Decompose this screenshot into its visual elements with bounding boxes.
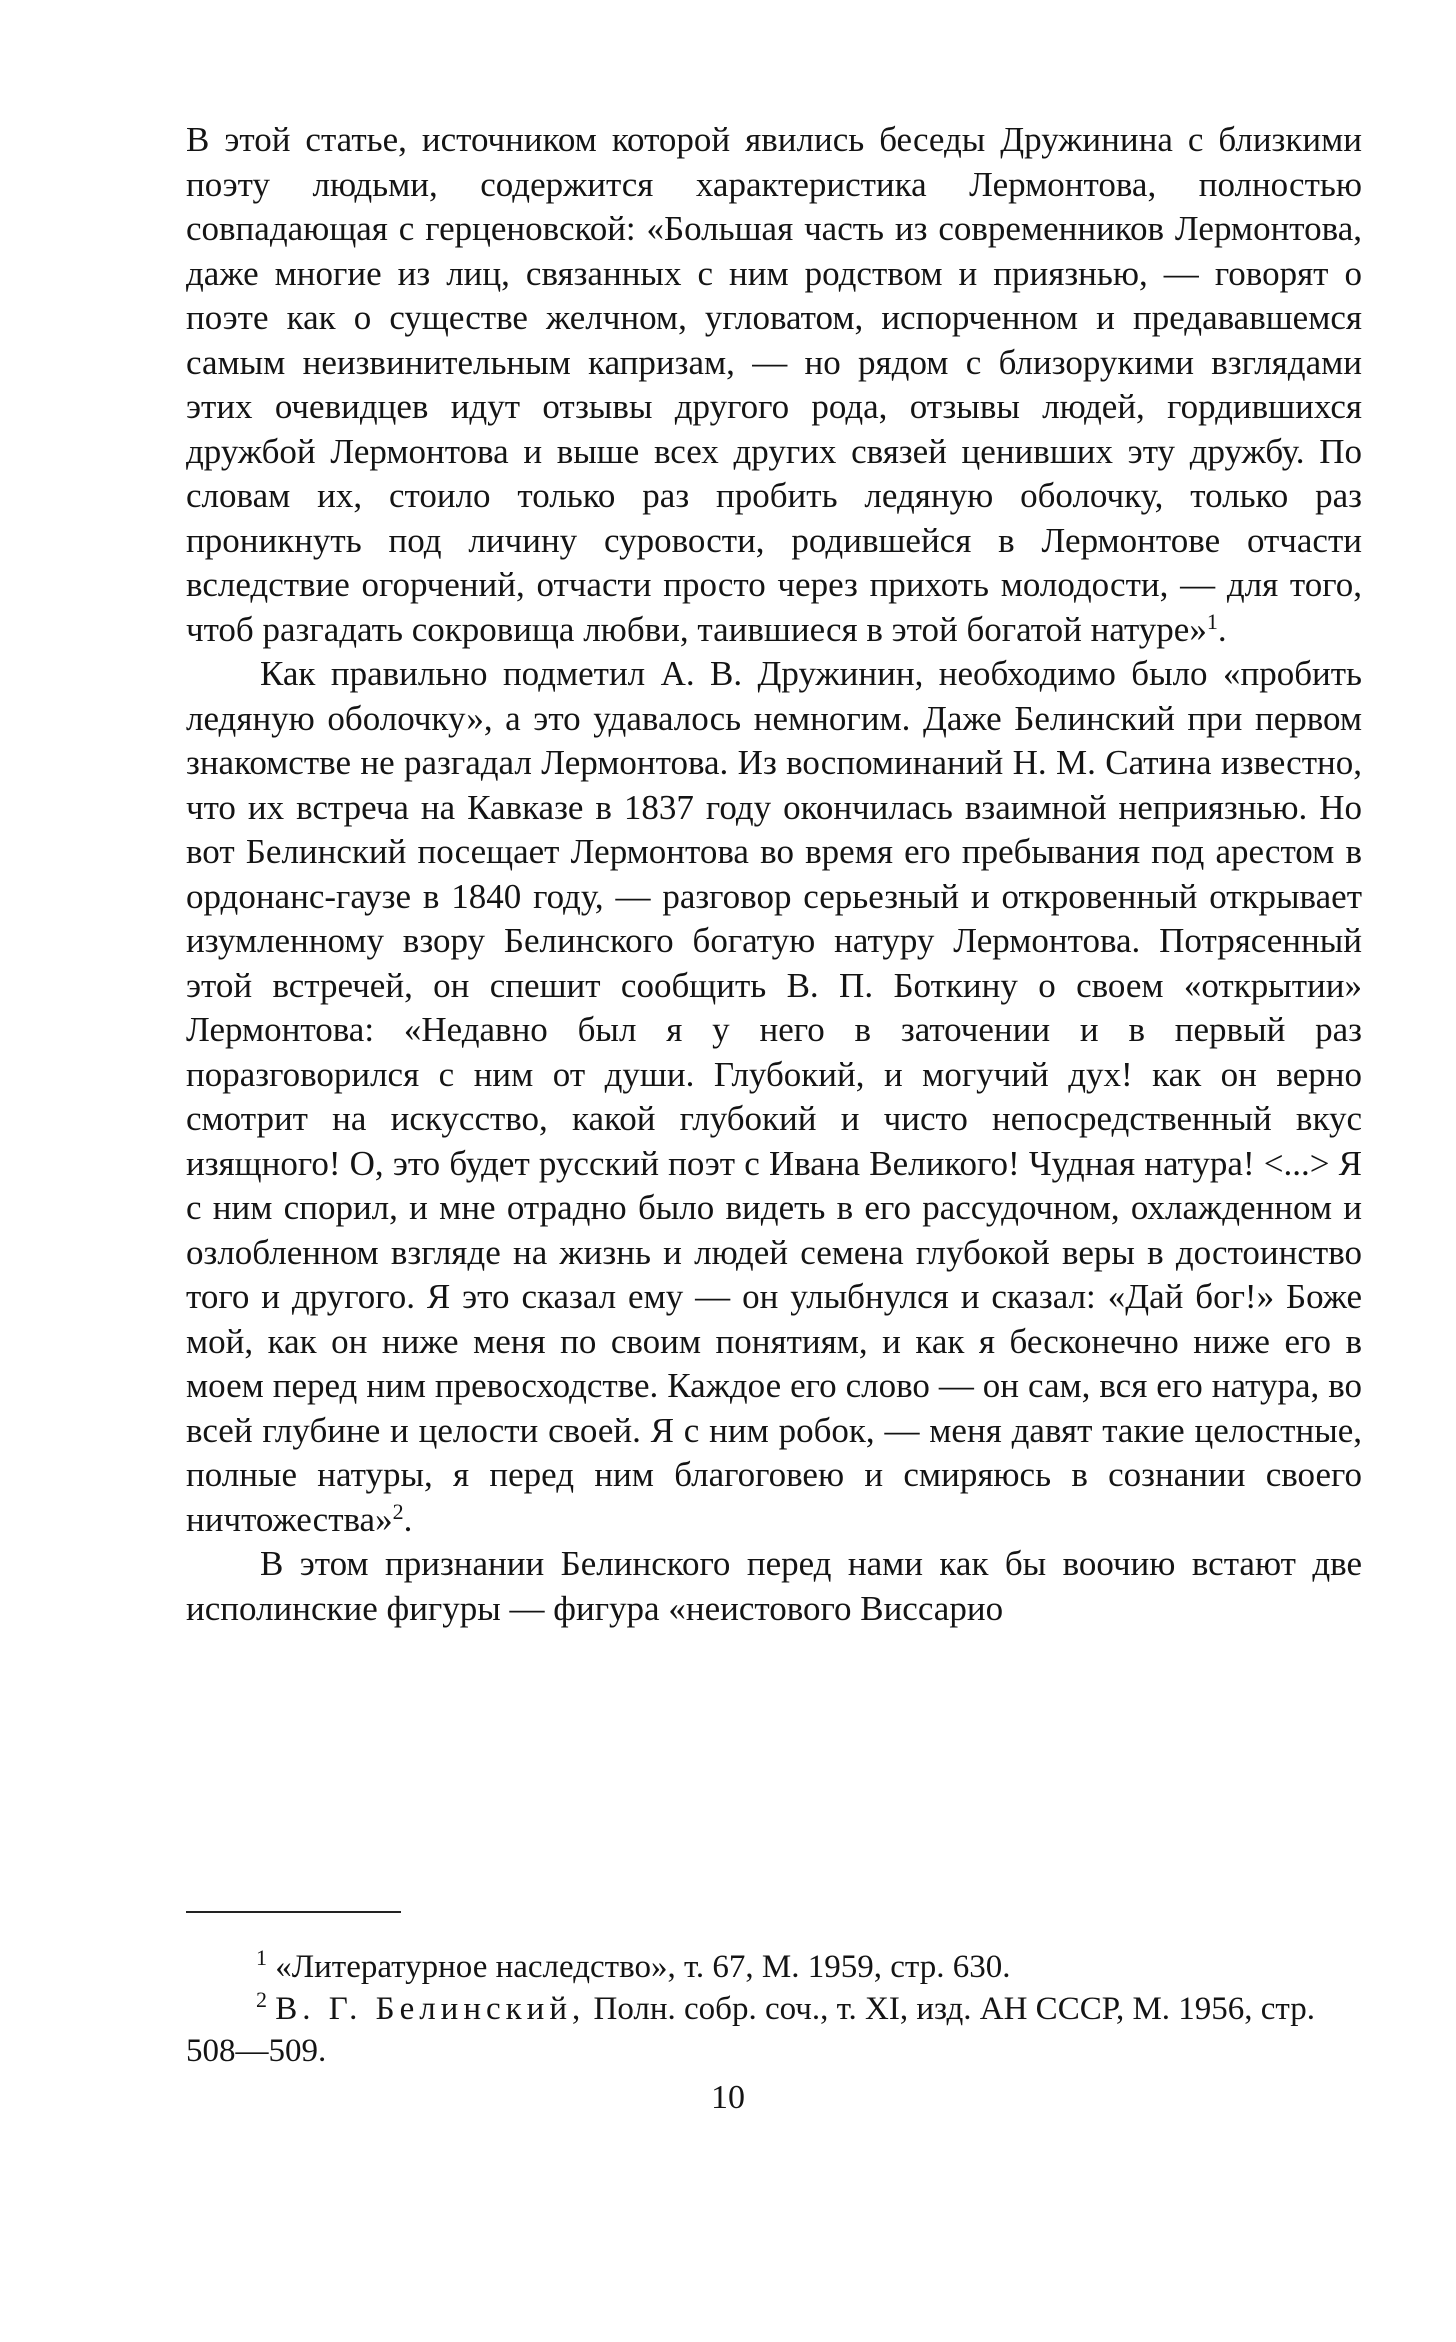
- footnote-1: [186, 1946, 1362, 1988]
- footnote-2: [186, 1988, 1362, 2072]
- paragraph-3: [186, 1542, 1362, 1631]
- paragraph-1-text: В этой статье, источником которой явились беседы Дружинина с близкими поэту людьми, содержится характеристика Лермонтова, полностью совпадающая с герценовской: «Большая часть из современников Лермонтова, даже многие из лиц, связанных с ним родством и приязнью, — говорят о поэте как о существе желчном, угловатом, испорченном и предававшемся самым неизвинительным капризам, — но рядом с близорукими взглядами этих очевидцев идут отзывы другого рода, отзывы людей, гордившихся дружбой Лермонтова и выше всех других связей ценивших эту дружбу. По словам их, стоило только раз пробить ледяную оболочку, только раз проникнуть под личину суровости, родившейся в Лермонтове отчасти вследствие огорчений, отчасти просто через прихоть молодости, — для того, чтоб разгадать сокровища любви, таившиеся в этой богатой натуре»: [186, 120, 1362, 649]
- page-number: 10: [711, 2079, 745, 2116]
- footnote-1-mark: 1: [256, 1945, 267, 1970]
- paragraph-3-text: В этом признании Белинского перед нами как бы воочию встают две исполинские фигуры — фигура «неистового Виссарио: [186, 1544, 1362, 1628]
- paragraph-1: [186, 118, 1362, 652]
- paragraph-2: [186, 652, 1362, 1542]
- footnote-ref-2[interactable]: 2: [392, 1498, 404, 1524]
- footnotes: [186, 1946, 1362, 2072]
- footnote-2-author: В. Г. Белинский,: [275, 1991, 586, 2027]
- main-text: [186, 118, 1362, 1631]
- paragraph-2-tail: .: [403, 1499, 413, 1539]
- footnote-1-text: «Литературное наследство», т. 67, М. 1959, стр. 630.: [275, 1949, 1011, 1985]
- paragraph-1-tail: .: [1217, 609, 1227, 649]
- footnote-ref-1[interactable]: 1: [1206, 608, 1218, 634]
- footnote-2-text: Полн. собр. соч., т. XI, изд. АН СССР, М. 1956, стр. 508—509.: [186, 1991, 1316, 2069]
- paragraph-2-text: Как правильно подметил А. В. Дружинин, необходимо было «пробить ледяную оболочку», а это удавалось немногим. Даже Белинский при первом знакомстве не разгадал Лермонтова. Из воспоминаний Н. М. Сатина известно, что их встреча на Кавказе в 1837 году окончилась взаимной неприязнью. Но вот Белинский посещает Лермонтова во время его пребывания под арестом в ордонанс-гаузе в 1840 году, — разговор серьезный и откровенный открывает изумленному взору Белинского богатую натуру Лермонтова. Потрясенный этой встречей, он спешит сообщить В. П. Боткину о своем «открытии» Лермонтова: «Недавно был я у него в заточении и в первый раз поразговорился с ним от души. Глубокий, и могучий дух! как он верно смотрит на искусство, какой глубокий и чисто непосредственный вкус изящного! О, это будет русский поэт с Ивана Великого! Чудная натура! <...> Я с ним спорил, и мне отрадно было видеть в его рассудочном, охлажденном и озлобленном взгляде на жизнь и людей семена глубокой веры в достоинство того и другого. Я это сказал ему — он улыбнулся и сказал: «Дай бог!» Боже мой, как он ниже меня по своим понятиям, и как я бесконечно ниже его в моем перед ним превосходстве. Каждое его слово — он сам, вся его натура, во всей глубине и целости своей. Я с ним робок, — меня давят такие целостные, полные натуры, я перед ним благоговею и смиряюсь в сознании своего ничтожества»: [186, 654, 1362, 1539]
- footnote-2-mark: 2: [256, 1987, 267, 2012]
- footnote-divider: [186, 1911, 401, 1913]
